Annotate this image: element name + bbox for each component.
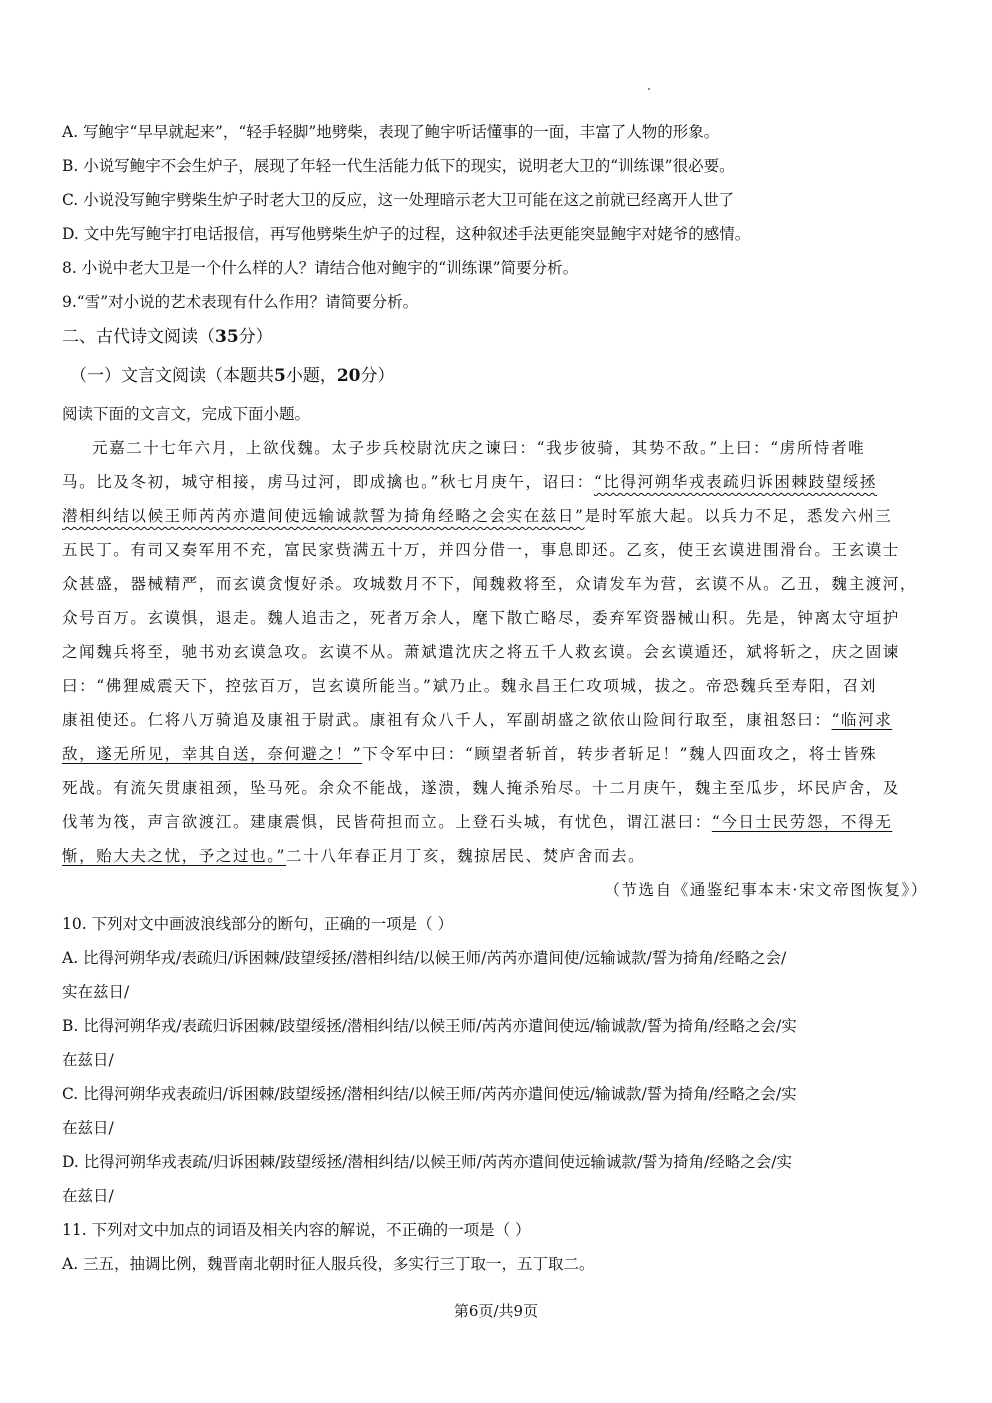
q7-option-c: C. 小说没写鲍宇劈柴生炉子时老大卫的反应，这一处理暗示老大卫可能在这之前就已经离开人世了 xyxy=(62,191,735,209)
passage-line-7: 之闻魏兵将至，驰书劝玄谟急攻。玄谟不从。萧斌遣沈庆之将五千人救玄谟。会玄谟遁还，斌将斩之，庆之固谏 xyxy=(62,643,900,661)
passage-line-8: 曰：“佛狸威震天下，控弦百万，岂玄谟所能当。”斌乃止。魏永昌王仁攻项城，拔之。帝恐魏兵至寿阳，召刘 xyxy=(62,677,878,695)
q10-option-b: B. 比得河朔华戎/表疏归诉困棘/跂望绥拯/潜相纠结/以候王师/芮芮亦遣间使远/输诚款/誓为掎角/经略之会/实 xyxy=(62,1017,797,1035)
q11-option-a: A. 三五，抽调比例，魏晋南北朝时征人服兵役，多实行三丁取一，五丁取二。 xyxy=(62,1255,595,1273)
passage-line-1: 元嘉二十七年六月，上欲伐魏。太子步兵校尉沈庆之谏曰：“我步彼骑，其势不敌。”上曰：“虏所恃者唯 xyxy=(92,439,866,457)
passage-text: 康祖使还。仁将八万骑追及康祖于尉武。康祖有众八千人，军副胡盛之欲依山险间行取至，康祖怒曰： xyxy=(62,711,832,729)
subsection-mid: 小题， xyxy=(285,366,337,386)
passage-line-6: 众号百万。玄谟惧，退走。魏人追击之，死者万余人，麾下散亡略尽，委弃军资器械山积。先是，钟离太守垣护 xyxy=(62,609,900,627)
wavy-underlined-text: “比得河朔华戎表疏归诉困棘跂望绥拯 xyxy=(593,473,878,491)
wavy-underlined-text: 潜相纠结以候王师芮芮亦遣间使远输诚款誓为掎角经略之会实在兹日” xyxy=(62,507,585,525)
passage-line-12 xyxy=(62,810,928,836)
section-heading-suffix: 分） xyxy=(238,327,273,347)
subsection-prefix: （一）文言文阅读（本题共 xyxy=(70,366,274,386)
section-heading-2 xyxy=(62,325,928,351)
passage-line-4: 五民丁。有司又奏军用不充，富民家赀满五十万，并四分借一，事息即还。乙亥，使王玄谟进围滑台。王玄谟士 xyxy=(62,541,900,559)
page-number: 第6页/共9页 xyxy=(453,1302,539,1320)
section-heading-score: 35 xyxy=(215,327,239,347)
question-10-stem: 10. 下列对文中画波浪线部分的断句，正确的一项是（ ） xyxy=(62,915,454,933)
passage-line-2 xyxy=(62,470,928,496)
passage-line-10 xyxy=(62,742,928,768)
passage-line-3 xyxy=(62,504,928,530)
passage-text: 是时军旅大起。以兵力不足，悉发六州三 xyxy=(584,507,893,525)
q10-option-b-cont: 在兹日/ xyxy=(62,1051,114,1069)
subsection-heading-1 xyxy=(70,364,936,390)
question-9: 9.“雪”对小说的艺术表现有什么作用？请简要分析。 xyxy=(62,293,419,311)
scan-dot xyxy=(648,88,650,90)
q10-option-c-cont: 在兹日/ xyxy=(62,1119,114,1137)
passage-line-5: 众甚盛，器械精严，而玄谟贪愎好杀。攻城数月不下，闻魏救将至，众请发车为营，玄谟不从。乙丑，魏主渡河， xyxy=(62,575,918,593)
q10-option-d-cont: 在兹日/ xyxy=(62,1187,114,1205)
reading-instruction: 阅读下面的文言文，完成下面小题。 xyxy=(62,405,311,423)
underlined-text: 敌，遂无所见，幸其自送，奈何避之！” xyxy=(62,745,363,763)
q10-option-a: A. 比得河朔华戎/表疏归/诉困棘/跂望绥拯/潜相纠结/以候王师/芮芮亦遣间使/远输诚款/誓为掎角/经略之会/ xyxy=(62,949,787,967)
q10-option-c: C. 比得河朔华戎表疏归/诉困棘/跂望绥拯/潜相纠结/以候王师/芮芮亦遣间使远/输诚款/誓为掎角/经略之会/实 xyxy=(62,1085,797,1103)
question-11-stem: 11. 下列对文中加点的词语及相关内容的解说，不正确的一项是（ ） xyxy=(62,1221,531,1239)
q7-option-a: A. 写鲍宇“早早就起来”，“轻手轻脚”地劈柴，表现了鲍宇听话懂事的一面，丰富了人物的形象。 xyxy=(62,123,720,141)
q7-option-b: B. 小说写鲍宇不会生炉子，展现了年轻一代生活能力低下的现实，说明老大卫的“训练课”很必要。 xyxy=(62,157,735,175)
passage-line-13 xyxy=(62,844,928,870)
subsection-count: 5 xyxy=(274,366,286,386)
subsection-score: 20 xyxy=(336,366,361,386)
q10-option-a-cont: 实在兹日/ xyxy=(62,983,130,1001)
passage-line-11: 死战。有流矢贯康祖颈，坠马死。余众不能战，遂溃，魏人掩杀殆尽。十二月庚午，魏主至瓜步，坏民庐舍，及 xyxy=(62,779,900,797)
passage-line-9 xyxy=(62,708,928,734)
passage-source: （节选自《通鉴纪事本末·宋文帝图恢复》） xyxy=(604,881,928,899)
q7-option-d: D. 文中先写鲍宇打电话报信，再写他劈柴生炉子的过程，这种叙述手法更能突显鲍宇对姥爷的感情。 xyxy=(62,225,751,243)
underlined-text: 惭，贻大夫之忧，予之过也。” xyxy=(62,847,287,865)
underlined-text: “临河求 xyxy=(831,711,893,729)
passage-text: 二十八年春正月丁亥，魏掠居民、焚庐舍而去。 xyxy=(286,847,646,865)
passage-text: 马。比及冬初，城守相接，虏马过河，即成擒也。”秋七月庚午，诏曰： xyxy=(62,473,594,491)
section-heading-prefix: 二、古代诗文阅读（ xyxy=(62,327,215,347)
q10-option-d: D. 比得河朔华戎表疏/归诉困棘/跂望绥拯/潜相纠结/以候王师/芮芮亦遣间使远输诚款/誓为掎角/经略之会/实 xyxy=(62,1153,793,1171)
passage-text: 伐苇为筏，声言欲渡江。建康震惧，民皆荷担而立。上登石头城，有忧色，谓江湛曰： xyxy=(62,813,712,831)
underlined-text: “今日士民劳怨，不得无 xyxy=(711,813,893,831)
subsection-suffix: 分） xyxy=(360,366,395,386)
question-8: 8. 小说中老大卫是一个什么样的人？请结合他对鲍宇的“训练课”简要分析。 xyxy=(62,259,579,277)
passage-text: 下令军中曰：“顾望者斩首，转步者斩足！”魏人四面攻之，将士皆殊 xyxy=(362,745,878,763)
